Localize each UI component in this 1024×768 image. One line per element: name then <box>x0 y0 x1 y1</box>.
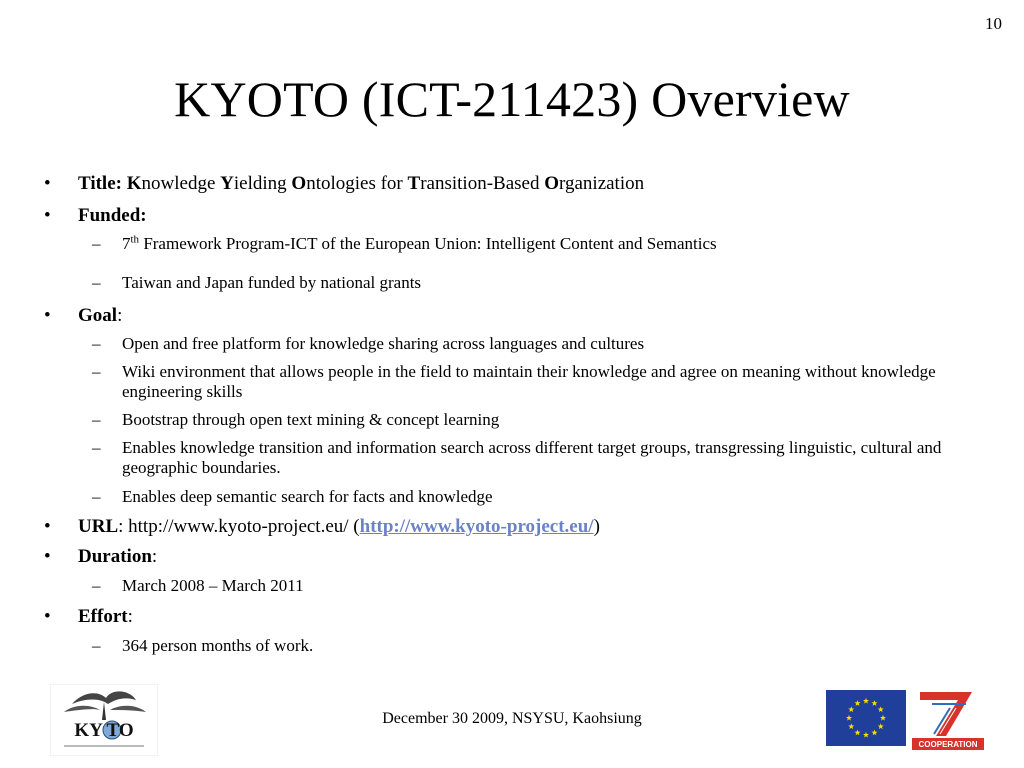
kyoto-logo-text: KY TO <box>74 720 134 741</box>
bullet-label: Duration <box>78 546 152 567</box>
dash-marker: – <box>92 334 101 353</box>
sub-item-text: March 2008 – March 2011 <box>122 576 304 595</box>
dash-marker: – <box>92 273 101 292</box>
bullet-text: URL: http://www.kyoto-project.eu/ (http://www.kyoto-project.eu/) <box>78 516 600 537</box>
sub-item-text: Enables knowledge transition and information search across different target groups, transgressing linguistic, cultural and geographic boundaries. <box>122 438 942 477</box>
dash-marker: – <box>92 362 101 381</box>
dash-marker: – <box>92 438 101 457</box>
bullet-label: Effort <box>78 606 128 627</box>
sub-item-text: Taiwan and Japan funded by national grants <box>122 273 422 292</box>
bullet-marker: • <box>44 516 51 537</box>
eu-flag <box>826 690 906 746</box>
bullet-label: Goal <box>78 305 118 326</box>
slide-number: 10 <box>985 14 1002 33</box>
bullet-marker: • <box>44 606 51 627</box>
sub-item-text: 364 person months of work. <box>122 636 314 655</box>
sub-item-text: Open and free platform for knowledge sharing across languages and cultures <box>122 334 645 353</box>
sub-item-text: Wiki environment that allows people in the field to maintain their knowledge and agree on meaning without knowledge engineering skills <box>122 362 936 401</box>
sub-item-text: 7th Framework Program-ICT of the European Union: Intelligent Content and Semantics <box>122 233 717 253</box>
bullet-marker: • <box>44 173 51 194</box>
footer-text: December 30 2009, NSYSU, Kaohsiung <box>382 710 642 727</box>
bullet-label: Funded: <box>78 205 147 226</box>
bullet-marker: • <box>44 305 51 326</box>
dash-marker: – <box>92 636 101 655</box>
eu-flag-icon <box>826 690 906 746</box>
bullet-text: Goal: <box>78 305 123 326</box>
dash-marker: – <box>92 576 101 595</box>
fp7-logo-text: COOPERATION <box>918 740 978 749</box>
bullet-label: URL <box>78 516 119 537</box>
bullet-text: Effort: <box>78 606 133 627</box>
slide-title: KYOTO (ICT-211423) Overview <box>174 71 850 127</box>
bullet-label: Title <box>78 173 116 194</box>
fp7-logo-icon <box>910 688 986 752</box>
dash-marker: – <box>92 410 101 429</box>
project-link[interactable]: http://www.kyoto-project.eu/ <box>359 516 594 537</box>
dash-marker: – <box>92 487 101 506</box>
dash-marker: – <box>92 234 101 253</box>
bullet-text: Duration: <box>78 546 158 567</box>
sub-item-text: Bootstrap through open text mining & concept learning <box>122 410 500 429</box>
sub-item-text: Enables deep semantic search for facts and knowledge <box>122 487 493 506</box>
bullet-marker: • <box>44 205 51 226</box>
bullet-marker: • <box>44 546 51 567</box>
bullet-text: Title: Knowledge Yielding Ontologies for Transition-Based Organization <box>78 173 645 194</box>
fp7-logo <box>910 688 986 752</box>
